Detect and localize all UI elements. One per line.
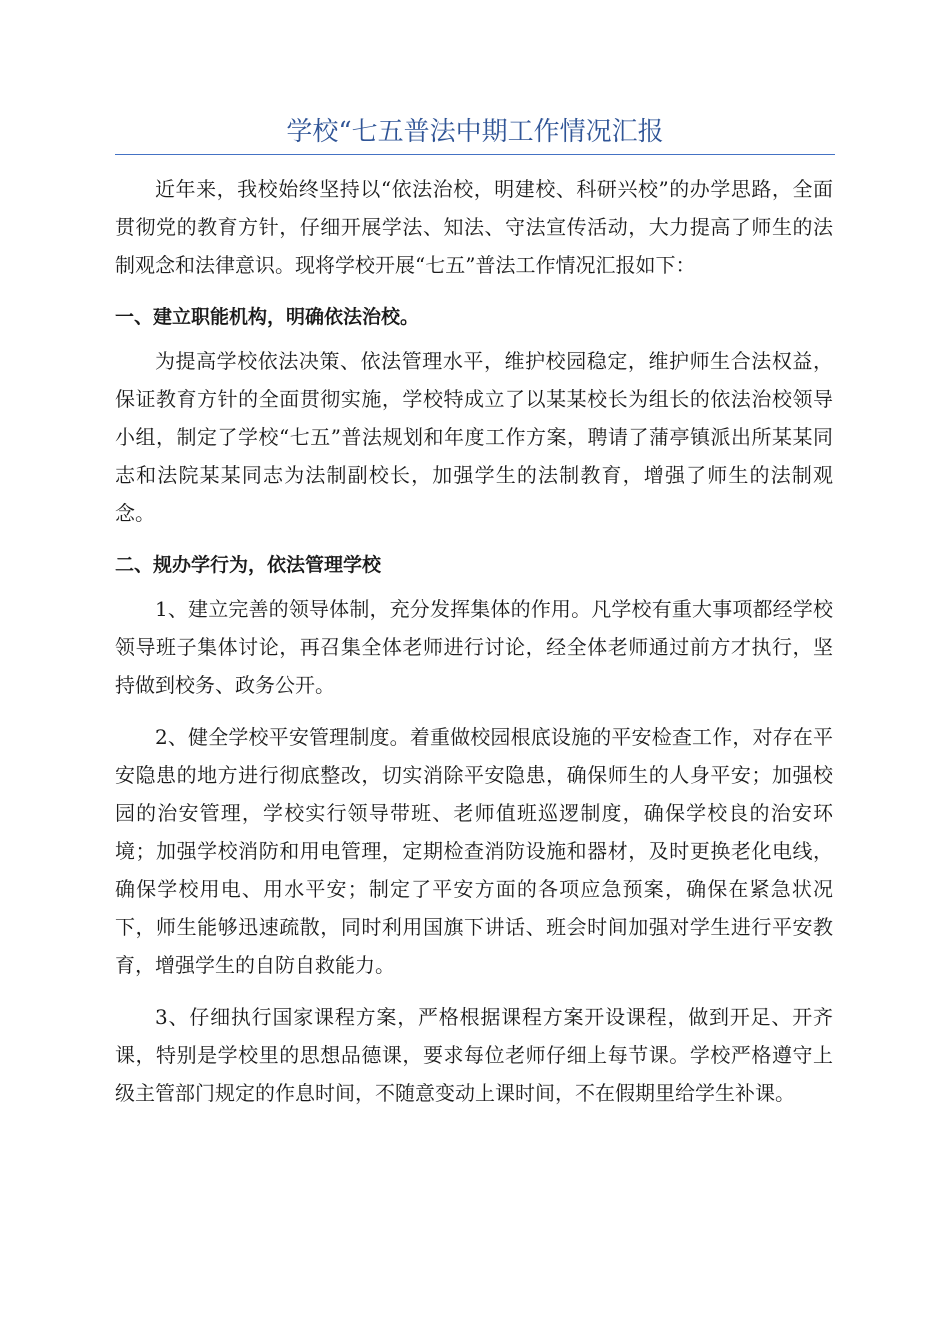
intro-paragraph: 近年来，我校始终坚持以“依法治校，明建校、科研兴校”的办学思路，全面贯彻党的教育方针，仔细开展学法、知法、守法宣传活动，大力提高了师生的法制观念和法律意识。现将学校开展“七五”普法工作情况汇报如下： (115, 177, 833, 277)
document-title: 学校“七五普法中期工作情况汇报 (286, 117, 664, 147)
section-2-heading: 二、规办学行为，依法管理学校 (115, 554, 382, 576)
section-1-paragraph: 为提高学校依法决策、依法管理水平，维护校园稳定，维护师生合法权益，保证教育方针的全面贯彻实施，学校特成立了以某某校长为组长的依法治校领导小组，制定了学校“七五”普法规划和年度工作方案，聘请了蒲亭镇派出所某某同志和法院某某同志为法制副校长，加强学生的法制教育，增强了师生的法制观念。 (115, 349, 833, 525)
section-2-item-1: 1、建立完善的领导体制，充分发挥集体的作用。凡学校有重大事项都经学校领导班子集体讨论，再召集全体老师进行讨论，经全体老师通过前方才执行，坚持做到校务、政务公开。 (115, 597, 833, 697)
section-2-item-2: 2、健全学校平安管理制度。着重做校园根底设施的平安检查工作，对存在平安隐患的地方进行彻底整改，切实消除平安隐患，确保师生的人身平安；加强校园的治安管理，学校实行领导带班、老师值班巡逻制度，确保学校良的治安环境；加强学校消防和用电管理，定期检查消防设施和器材，及时更换老化电线，确保学校用电、用水平安；制定了平安方面的各项应急预案，确保在紧急状况下，师生能够迅速疏散，同时利用国旗下讲话、班会时间加强对学生进行平安教育，增强学生的自防自救能力。 (115, 725, 833, 977)
section-2-item-3: 3、仔细执行国家课程方案，严格根据课程方案开设课程，做到开足、开齐课，特别是学校里的思想品德课，要求每位老师仔细上每节课。学校严格遵守上级主管部门规定的作息时间，不随意变动上课时间，不在假期里给学生补课。 (115, 1005, 833, 1105)
title-underline (115, 154, 835, 155)
section-1-heading: 一、建立职能机构，明确依法治校。 (115, 306, 420, 328)
document-body (115, 170, 833, 1112)
